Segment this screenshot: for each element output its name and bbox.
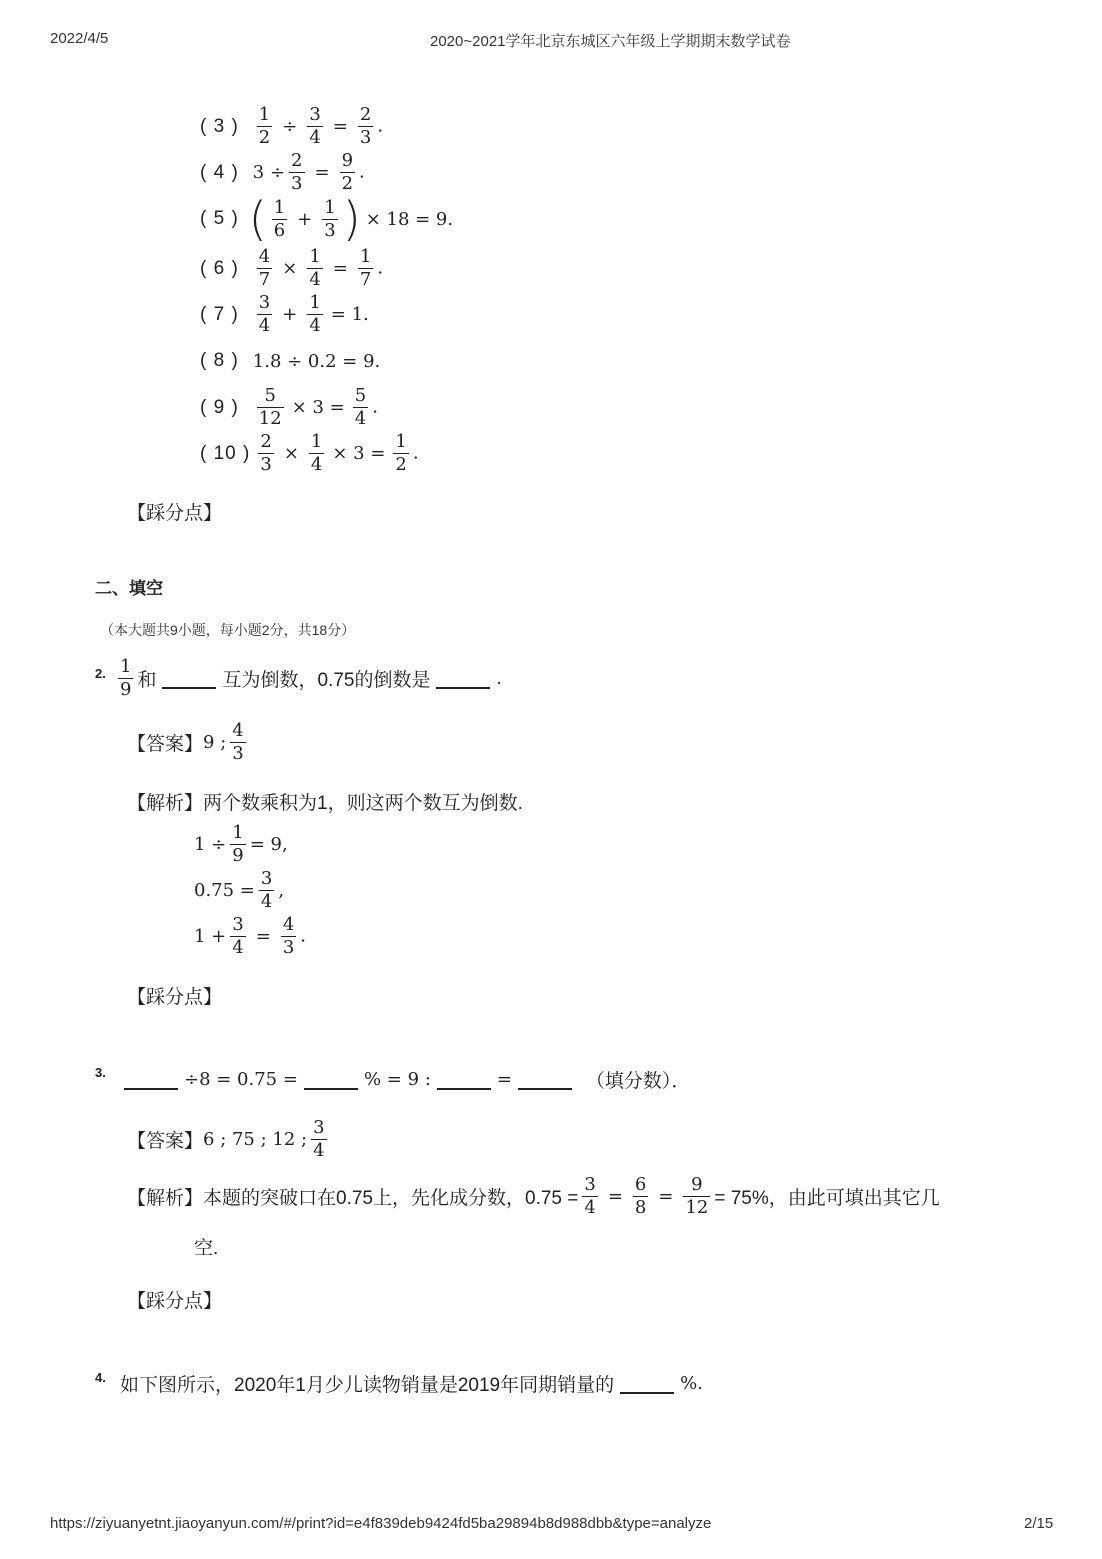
item-label: ( 10 ) [200,442,251,464]
q3-answer: 【答案】 6 ; 75 ; 12 ; $\frac{3}{4}$ [127,1117,325,1161]
question-number: 4. [95,1370,106,1385]
item-label: ( 9 ) [200,396,239,418]
item-label: ( 7 ) [200,303,239,325]
question-2: $\frac{1}{9}$ 和 互为倒数，0.75的倒数是 . [120,656,502,700]
header-date: 2022/4/5 [50,30,109,47]
q2-analysis: 【解析】 两个数乘积为1，则这两个数互为倒数. [127,793,523,814]
answer-blank [436,669,490,689]
item-9: ( 9 ) $\frac{5}{12}$ × 3 = $\frac{5}{4}$ . [200,385,378,429]
score-point-label: 【踩分点】 [127,503,223,524]
item-label: ( 6 ) [200,257,239,279]
section-title: 二、填空 [95,579,163,598]
question-number: 3. [95,1065,106,1080]
score-point-label: 【踩分点】 [127,987,223,1008]
item-7: ( 7 ) $\frac{3}{4}$ + $\frac{1}{4}$ = 1. [200,292,369,336]
item-label: ( 5 ) [200,208,239,229]
q2-answer: 【答案】 9 ; $\frac{4}{3}$ [127,720,244,764]
q2-step-3: 1 + $\frac{3}{4}$ = $\frac{4}{3}$ . [194,914,306,958]
question-4: 如下图所示，2020年1月少儿读物销量是2019年同期销量的 %. [120,1373,703,1396]
answer-blank [162,669,216,689]
item-6: ( 6 ) $\frac{4}{7}$ × $\frac{1}{4}$ = $\frac{1}{7}$ . [200,246,384,290]
item-5: ( 5 ) ( $\frac{1}{6}$ + $\frac{1}{3}$ ) × 18 = 9. [200,192,454,246]
answer-blank [620,1374,674,1394]
q2-step-2: 0.75 = $\frac{3}{4}$ , [194,868,285,912]
footer-url: https://ziyuanyetnt.jiaoyanyun.com/#/print?id=e4f839deb9424fd5ba29894b8d988dbb&type=analyze [50,1515,712,1532]
question-number: 2. [95,666,106,681]
q3-analysis: 【解析】 本题的突破口在0.75上，先化成分数，0.75 = $\frac{3}{4}$ = $\frac{6}{8}$ = $\frac{9}{12}$ = 75%，由此可填出其它几 [127,1174,940,1218]
item-label: ( 3 ) [200,115,239,137]
question-3: ÷8 = 0.75 = % = 9 : = （填分数）． [118,1066,690,1093]
item-3: ( 3 ) $\frac{1}{2}$ ÷ $\frac{3}{4}$ = $\frac{2}{3}$ . [200,104,384,148]
item-8: ( 8 ) 1.8 ÷ 0.2 = 9. [200,350,381,372]
answer-blank [437,1070,491,1090]
item-4: ( 4 ) 3 ÷ $\frac{2}{3}$ = $\frac{9}{2}$ . [200,150,365,194]
header-title: 2020~2021学年北京东城区六年级上学期期末数学试卷 [430,33,791,50]
answer-blank [304,1070,358,1090]
q2-step-1: 1 ÷ $\frac{1}{9}$ = 9, [194,822,288,866]
answer-blank [124,1070,178,1090]
item-label: ( 8 ) [200,350,239,371]
footer-page: 2/15 [1024,1515,1054,1532]
answer-blank [518,1070,572,1090]
item-label: ( 4 ) [200,161,239,183]
score-point-label: 【踩分点】 [127,1291,223,1312]
section-note: （本大题共9小题，每小题2分，共18分） [100,622,356,638]
q3-analysis-cont: 空. [194,1238,219,1259]
item-10: ( 10 ) $\frac{2}{3}$ × $\frac{1}{4}$ × 3 = $\frac{1}{2}$ . [200,431,419,475]
